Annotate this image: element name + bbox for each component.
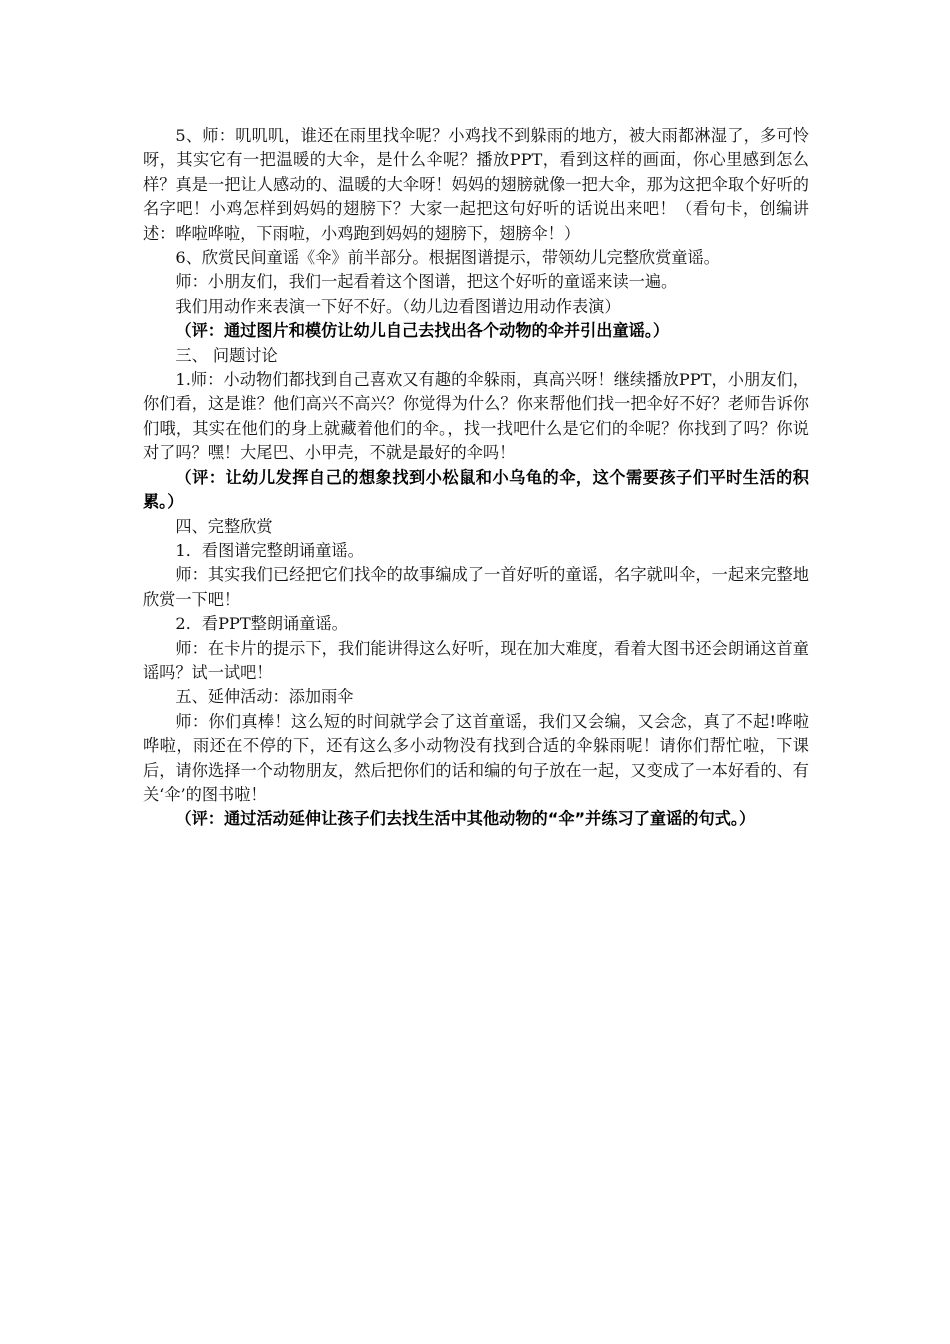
comment-paragraph: （评：通过图片和模仿让幼儿自己去找出各个动物的伞并引出童谣。） <box>175 321 670 341</box>
section-heading-appreciation: 四、完整欣赏 <box>175 516 273 536</box>
section-heading-extension: 五、延伸活动：添加雨伞 <box>175 687 354 707</box>
paragraph-discussion-1: 1.师：小动物们都找到自己喜欢又有趣的伞躲雨，真高兴呀！继续播放PPT，小朋友们，你们看，这是谁？他们高兴不高兴？你觉得为什么？你来帮他们找一把伞好不好？老师告诉你们哦，其实在他们的身上就藏着他们的伞。，找一找吧什么是它们的伞呢？你找到了吗？你说对了吗？嘿！大尾巴、小甲壳，不就是最好的伞吗！ <box>143 370 809 463</box>
comment-paragraph: （评：通过活动延伸让孩子们去找生活中其他动物的“伞”并练习了童谣的句式。） <box>175 809 756 829</box>
paragraph-step-6: 6、欣赏民间童谣《伞》前半部分。根据图谱提示，带领幼儿完整欣赏童谣。 <box>175 248 720 268</box>
paragraph-appreciation-2: 2．看PPT整朗诵童谣。 <box>175 614 348 634</box>
paragraph-teacher-card: 师：在卡片的提示下，我们能讲得这么好听，现在加大难度，看着大图书还会朗诵这首童谣吗？试一试吧！ <box>143 638 809 682</box>
document-body <box>143 124 809 832</box>
paragraph-teacher-read: 师：小朋友们，我们一起看着这个图谱，把这个好听的童谣来读一遍。 <box>175 272 678 292</box>
section-heading-discussion: 三、 问题讨论 <box>175 345 278 365</box>
comment-paragraph: （评：让幼儿发挥自己的想象找到小松鼠和小乌龟的伞，这个需要孩子们平时生活的积累。） <box>143 467 809 512</box>
paragraph-appreciation-1: 1．看图谱完整朗诵童谣。 <box>175 540 364 560</box>
paragraph-teacher-extension: 师：你们真棒！这么短的时间就学会了这首童谣，我们又会编，又会念，真了不起!哗啦哗啦，雨还在不停的下，还有这么多小动物没有找到合适的伞躲雨呢！请你们帮忙啦，下课后，请你选择一个动物朋友，然后把你们的话和编的句子放在一起，又变成了一本好看的、有关‘伞’的图书啦！ <box>143 711 809 804</box>
paragraph-action-perform: 我们用动作来表演一下好不好。（幼儿边看图谱边用动作表演） <box>175 296 621 316</box>
paragraph-teacher-story: 师：其实我们已经把它们找伞的故事编成了一首好听的童谣，名字就叫伞，一起来完整地欣赏一下吧！ <box>143 565 809 609</box>
paragraph-step-5: 5、师：叽叽叽，谁还在雨里找伞呢？小鸡找不到躲雨的地方，被大雨都淋湿了，多可怜呀，其实它有一把温暖的大伞，是什么伞呢？播放PPT，看到这样的画面，你心里感到怎么样？真是一把让人感动的、温暖的大伞呀！妈妈的翅膀就像一把大伞，那为这把伞取个好听的名字吧！小鸡怎样到妈妈的翅膀下？大家一起把这句好听的话说出来吧！（看句卡，创编讲述：哗啦哗啦，下雨啦，小鸡跑到妈妈的翅膀下，翅膀伞！） <box>143 126 809 243</box>
